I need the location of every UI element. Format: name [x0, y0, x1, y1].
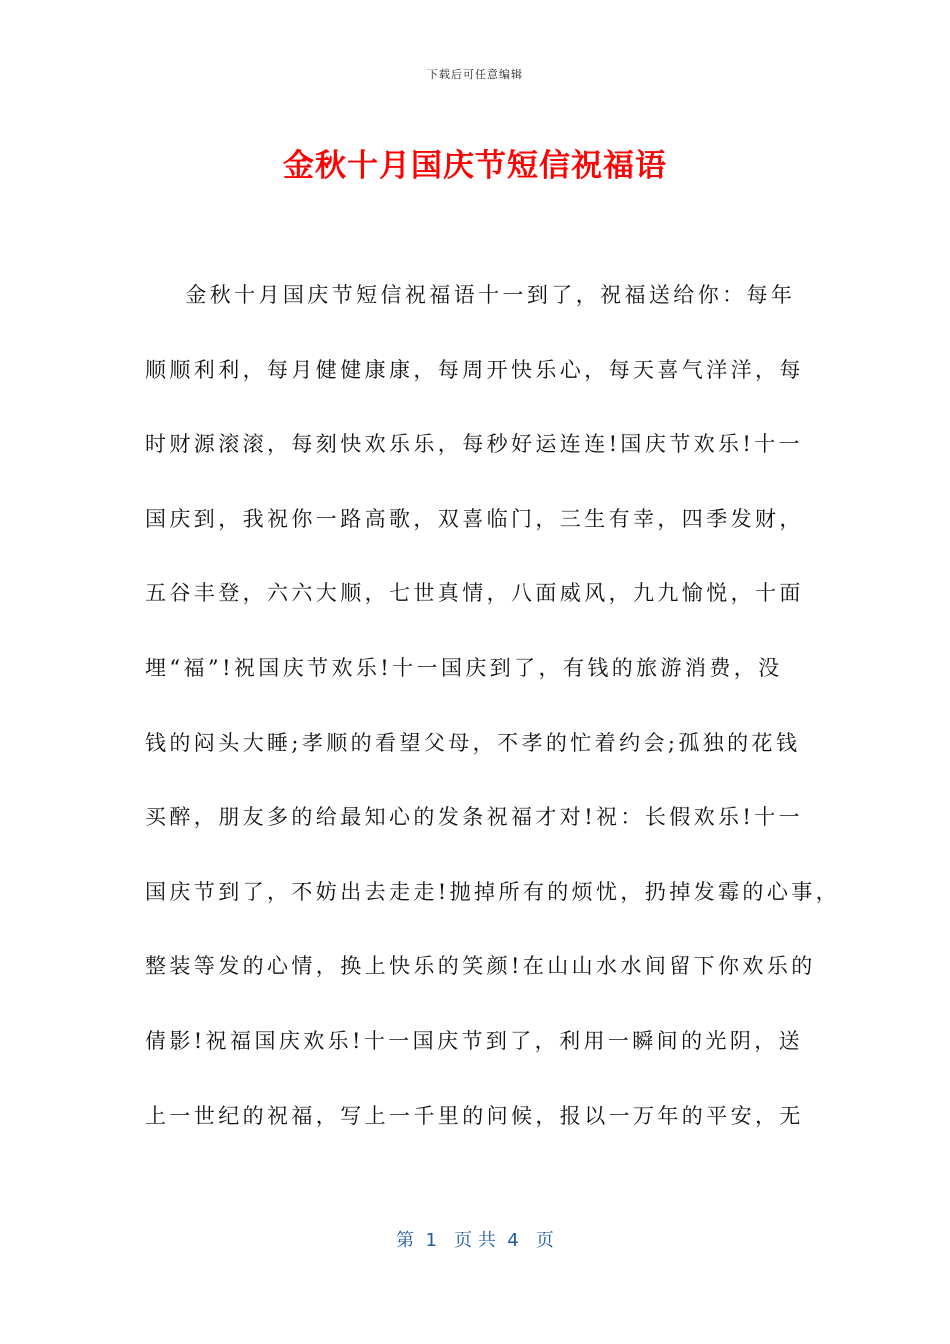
body-line: 金秋十月国庆节短信祝福语十一到了，祝福送给你：每年: [145, 283, 796, 307]
body-line: 整装等发的心情，换上快乐的笑颜!在山山水水间留下你欢乐的: [145, 954, 816, 979]
body-line: 顺顺利利，每月健健康康，每周开快乐心，每天喜气洋洋，每: [145, 357, 804, 382]
header-note: 下载后可任意编辑: [427, 68, 523, 81]
body-line: 国庆节到了，不妨出去走走!抛掉所有的烦忧，扔掉发霉的心事，: [145, 879, 841, 904]
body-line: 国庆到，我祝你一路高歌，双喜临门，三生有幸，四季发财，: [145, 506, 804, 531]
body-line: 时财源滚滚，每刻快欢乐乐，每秒好运连连!国庆节欢乐!十一: [145, 432, 804, 457]
body-line: 五谷丰登，六六大顺，七世真情，八面威风，九九愉悦，十面: [145, 581, 804, 606]
body-line: 买醉，朋友多的给最知心的发条祝福才对!祝：长假欢乐!十一: [145, 805, 804, 830]
page-number-footer: 第 1 页 共 4 页: [396, 1230, 554, 1251]
body-text: [145, 275, 845, 1170]
body-line: 钱的闷头大睡;孝顺的看望父母，不孝的忙着约会;孤独的花钱: [145, 730, 801, 755]
document-title: 金秋十月国庆节短信祝福语: [283, 148, 667, 184]
body-line: 埋“福”!祝国庆节欢乐!十一国庆到了，有钱的旅游消费，没: [145, 655, 783, 680]
body-line: 上一世纪的祝福，写上一千里的问候，报以一万年的平安，无: [145, 1103, 804, 1128]
body-line: 倩影!祝福国庆欢乐!十一国庆节到了，利用一瞬间的光阴，送: [145, 1028, 804, 1053]
